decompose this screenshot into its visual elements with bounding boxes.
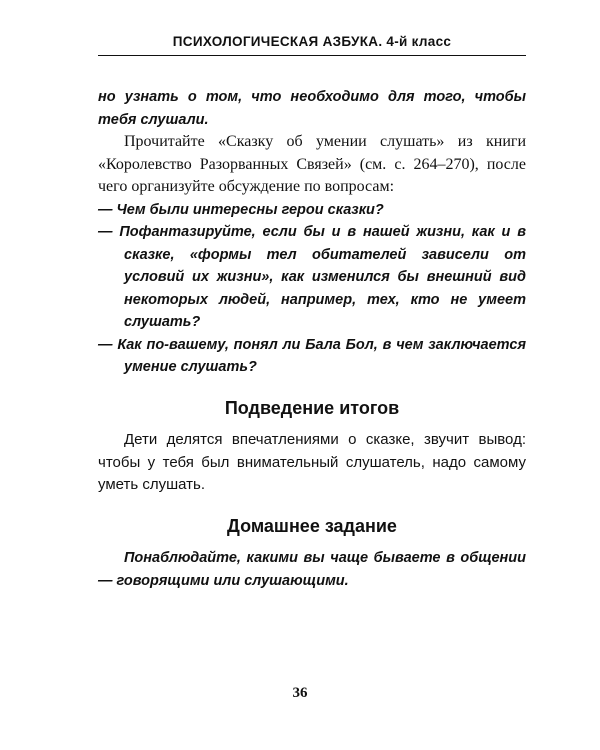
running-header: ПСИХОЛОГИЧЕСКАЯ АЗБУКА. 4-й класс bbox=[172, 34, 452, 49]
section-heading-homework: Домашнее задание bbox=[227, 515, 397, 536]
paragraph-reading-assignment: Прочитайте «Сказку об умении слушать» из книги «Королевство Разорванных Связей» (см. с. 264–270), после чего организуйте обсуждение по вопросам: bbox=[98, 133, 526, 195]
page-number: 36 bbox=[292, 685, 308, 701]
summary-text: Дети делятся впечатлениями о сказке, звучит вывод: чтобы у тебя был внимательный слушатель, надо самому уметь слушать. bbox=[98, 431, 526, 493]
question-item-2: — Пофантазируйте, если бы и в нашей жизни, как и в сказке, «формы тел обитателей зависели от условий их жизни», как изменился бы внешний вид некоторых людей, например, тех, кто не умеет слушать? bbox=[98, 224, 526, 330]
header-rule bbox=[98, 55, 526, 56]
page-body bbox=[98, 86, 526, 592]
question-item-1: — Чем были интересны герои сказки? bbox=[98, 201, 384, 218]
intro-italic-text: но узнать о том, что необходимо для того, чтобы тебя слушали. bbox=[98, 89, 526, 128]
section-heading-summary: Подведение итогов bbox=[224, 397, 400, 418]
question-item-3: — Как по-вашему, понял ли Бала Бол, в чем заключается умение слушать? bbox=[98, 336, 526, 375]
homework-text: Понаблюдайте, какими вы чаще бываете в общении — говорящими или слушающими. bbox=[98, 550, 526, 589]
